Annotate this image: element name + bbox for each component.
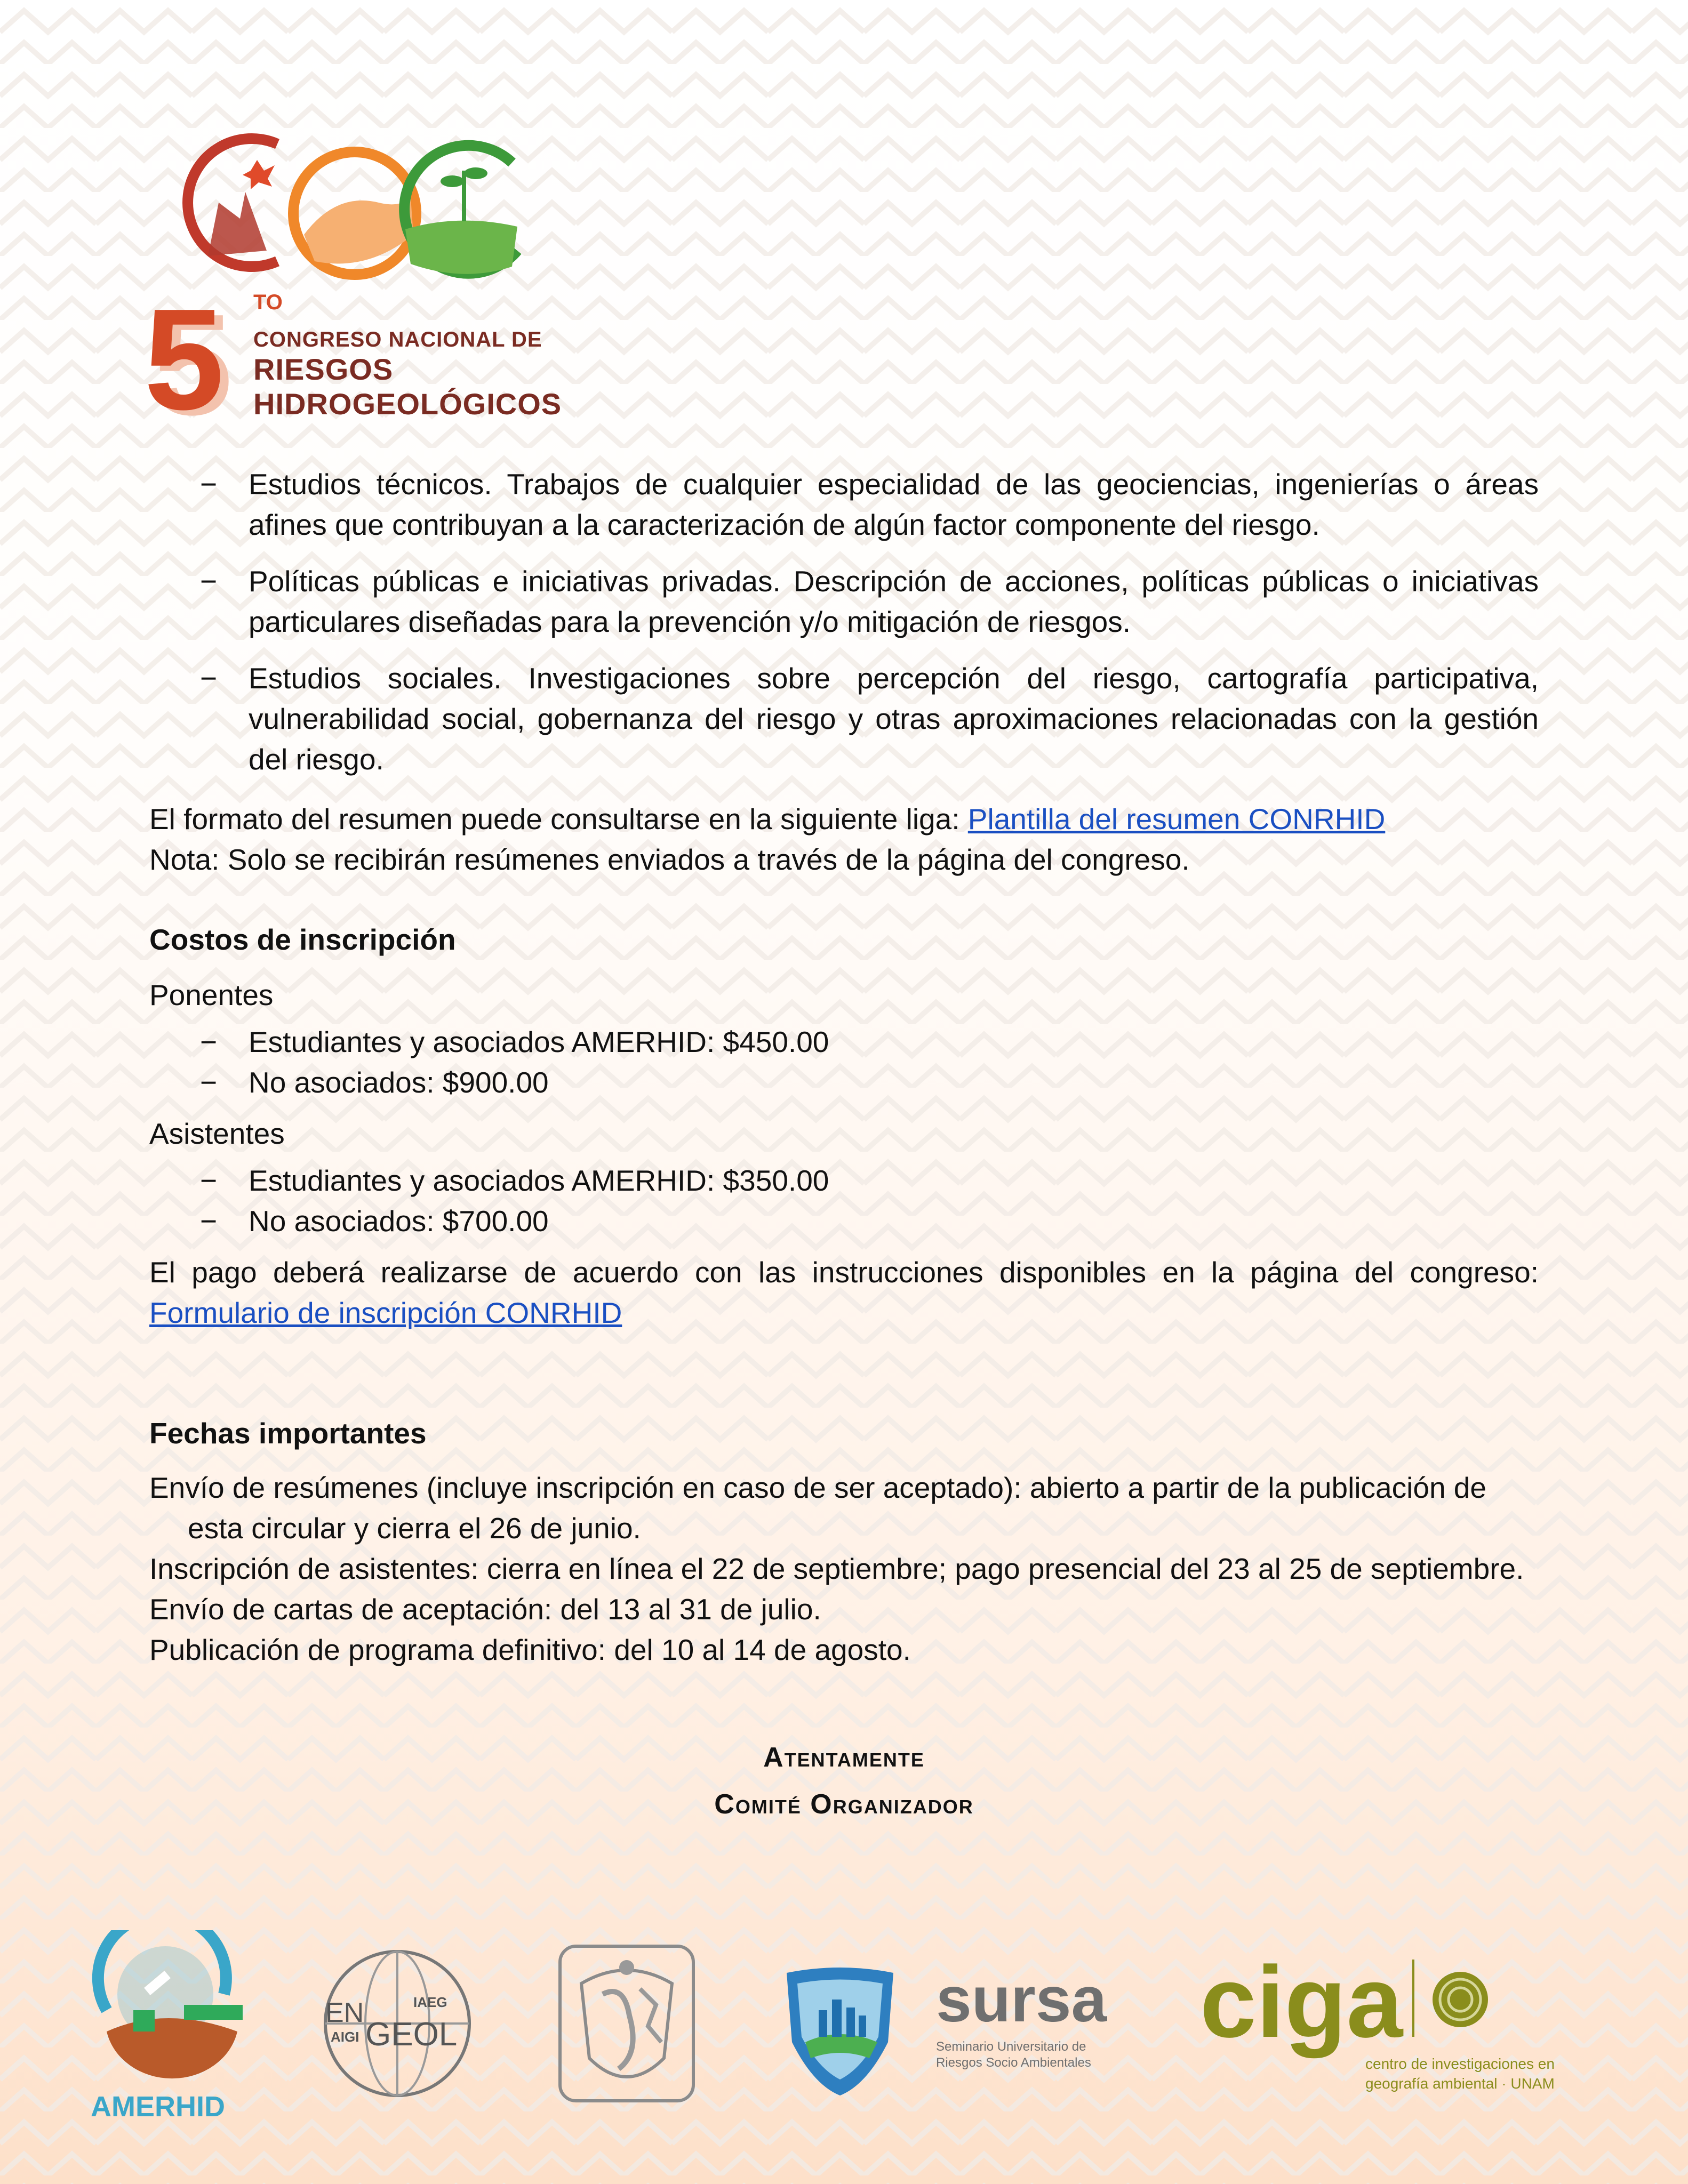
- registration-heading: Costos de inscripción: [149, 923, 456, 956]
- engeol-aigi-label: AIGI: [331, 2029, 359, 2045]
- dates-heading: Fechas importantes: [149, 1417, 427, 1450]
- fee-item: − No asociados: $700.00: [149, 1201, 1539, 1241]
- closing-signature: [149, 1734, 1539, 1828]
- logo-title-line-2: RIESGOS HIDROGEOLÓGICOS: [253, 352, 562, 421]
- closing-committee: Comité Organizador: [714, 1789, 974, 1820]
- abstract-note: Nota: Solo se recibirán resúmenes enviados a través de la página del congreso.: [149, 843, 1190, 876]
- date-item: Envío de resúmenes (incluye inscripción en caso de ser aceptado): abierto a partir de la publicación de esta circular y cierra el 26 de junio.: [149, 1471, 1486, 1545]
- date-item: Publicación de programa definitivo: del 10 al 14 de agosto.: [149, 1633, 911, 1666]
- logo-ordinal-suffix: TO: [253, 291, 283, 314]
- payment-link-line: [149, 1292, 1539, 1333]
- congress-emblem-icon: [144, 112, 656, 288]
- congress-logo: [144, 112, 656, 440]
- ciga-logo: [1200, 1946, 1616, 2111]
- sursa-subtitle-1: Seminario Universitario de: [936, 2040, 1086, 2054]
- topic-item: − Estudios sociales. Investigaciones sobre percepción del riesgo, cartografía participativa, vulnerabilidad social, gobernanza del riesgo y otras aproximaciones relacionadas con la gestión del riesgo.: [149, 658, 1539, 780]
- registration-group-title: Asistentes: [149, 1117, 285, 1150]
- amerhid-emblem-icon: [85, 1930, 256, 2090]
- abstract-template-link[interactable]: Plantilla del resumen CONRHID: [967, 802, 1386, 836]
- sursa-wordmark: sursa: [936, 1964, 1107, 2035]
- abstract-format-text: El formato del resumen puede consultarse en la siguiente liga:: [149, 802, 968, 836]
- closing-salutation: Atentamente: [763, 1742, 925, 1773]
- speaker-fee-list: [149, 1022, 1539, 1103]
- topic-item: − Estudios técnicos. Trabajos de cualquier especialidad de las geociencias, ingenierías o áreas afines que contribuyan a la caracterización de algún factor componente del riesgo.: [149, 464, 1539, 545]
- unam-seal-logo: [549, 1936, 704, 2111]
- logo-number: 5: [144, 279, 225, 440]
- registration-form-link[interactable]: Formulario de inscripción CONRHID: [149, 1296, 622, 1329]
- ciga-subtitle-2: geografía ambiental · UNAM: [1365, 2075, 1555, 2092]
- unam-seal-icon: [549, 1936, 704, 2111]
- engeol-left-label: EN: [325, 1997, 364, 2028]
- date-item: Envío de cartas de aceptación: del 13 al 31 de julio.: [149, 1593, 821, 1626]
- ciga-wordmark: ciga: [1200, 1946, 1403, 2059]
- abstract-format-line: [149, 799, 1539, 839]
- sursa-shield-icon: [776, 1962, 904, 2101]
- sursa-subtitle-2: Riesgos Socio Ambientales: [936, 2055, 1091, 2070]
- fee-item: − Estudiantes y asociados AMERHID: $450.00: [149, 1022, 1539, 1062]
- date-item: Inscripción de asistentes: cierra en línea el 22 de septiembre; pago presencial del 23 al 25 de septiembre.: [149, 1552, 1524, 1585]
- sursa-logo: [776, 1962, 1139, 2101]
- topic-item: − Políticas públicas e iniciativas privadas. Descripción de acciones, políticas públicas o iniciativas particulares diseñadas para la prevención y/o mitigación de riesgos.: [149, 561, 1539, 642]
- circular-body: [149, 464, 1539, 1828]
- engeol-logo: [320, 1946, 475, 2101]
- fee-item: − Estudiantes y asociados AMERHID: $350.00: [149, 1160, 1539, 1201]
- ciga-subtitle-1: centro de investigaciones en: [1365, 2055, 1555, 2072]
- registration-group-title: Ponentes: [149, 978, 274, 1011]
- attendee-fee-list: [149, 1160, 1539, 1241]
- engeol-right-label: GEOL: [365, 2016, 458, 2053]
- fingerprint-icon: [1408, 1957, 1493, 2048]
- fee-item: − No asociados: $900.00: [149, 1062, 1539, 1103]
- topic-list: [149, 464, 1539, 780]
- amerhid-label: AMERHID: [91, 2091, 225, 2123]
- amerhid-logo: [85, 1930, 256, 2127]
- logo-title-line-1: CONGRESO NACIONAL DE: [253, 328, 542, 351]
- payment-instructions: El pago deberá realizarse de acuerdo con las instrucciones disponibles en la página del congreso:: [149, 1256, 1539, 1289]
- dates-list: [149, 1467, 1539, 1670]
- engeol-iaeg-label: IAEG: [413, 1994, 447, 2010]
